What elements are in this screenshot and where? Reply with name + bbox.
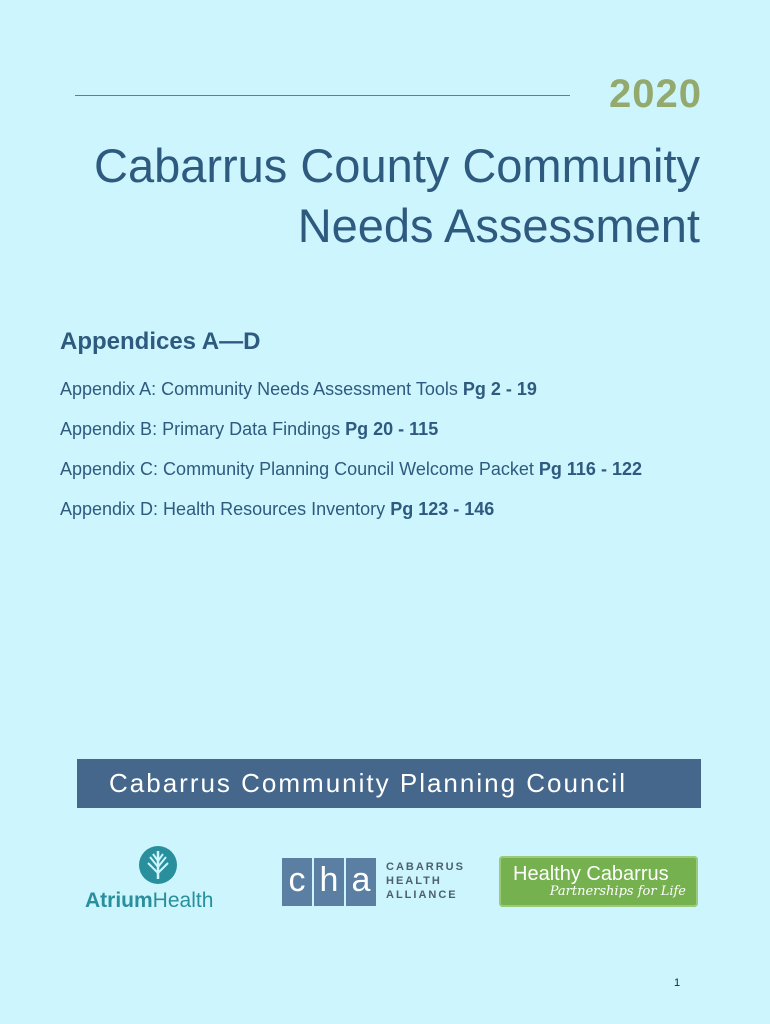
appendix-label: Appendix B: Primary Data Findings [60, 419, 341, 439]
cha-letter: c [282, 858, 312, 906]
appendices-heading: Appendices A—D [60, 328, 261, 355]
appendix-label: Appendix D: Health Resources Inventory [60, 499, 386, 519]
atrium-wordmark: AtriumHealth [85, 889, 214, 912]
cabarrus-health-alliance-logo [282, 858, 465, 908]
cha-letter: h [314, 858, 344, 906]
healthy-cabarrus-title: Healthy Cabarrus [513, 863, 669, 885]
appendix-list [60, 375, 642, 535]
healthy-cabarrus-tagline: Partnerships for Life [549, 884, 686, 899]
appendix-item-c [60, 455, 642, 495]
appendix-label: Appendix C: Community Planning Council Welcome Packet [60, 459, 534, 479]
title-line-1: Cabarrus County Community [94, 139, 700, 192]
appendix-item-a [60, 375, 642, 415]
appendix-pages: Pg 116 - 122 [538, 459, 642, 479]
appendix-item-b [60, 415, 642, 455]
appendix-pages: Pg 2 - 19 [462, 379, 537, 399]
header-rule [75, 95, 570, 96]
document-title [40, 136, 700, 256]
healthy-cabarrus-logo [499, 856, 698, 907]
title-line-2: Needs Assessment [297, 199, 700, 252]
appendix-pages: Pg 123 - 146 [390, 499, 495, 519]
appendix-pages: Pg 20 - 115 [345, 419, 439, 439]
atrium-health-logo [85, 845, 235, 915]
appendix-label: Appendix A: Community Needs Assessment Tools [60, 379, 458, 399]
report-year: 2020 [609, 72, 702, 116]
tree-leaf-icon [138, 845, 178, 885]
cha-letter: a [346, 858, 376, 906]
cha-wordmark: CABARRUS HEALTH ALLIANCE [386, 861, 465, 901]
planning-council-banner: Cabarrus Community Planning Council [77, 759, 701, 808]
cha-letter-blocks [282, 858, 378, 906]
page-number: 1 [674, 977, 681, 989]
appendix-item-d [60, 495, 642, 535]
